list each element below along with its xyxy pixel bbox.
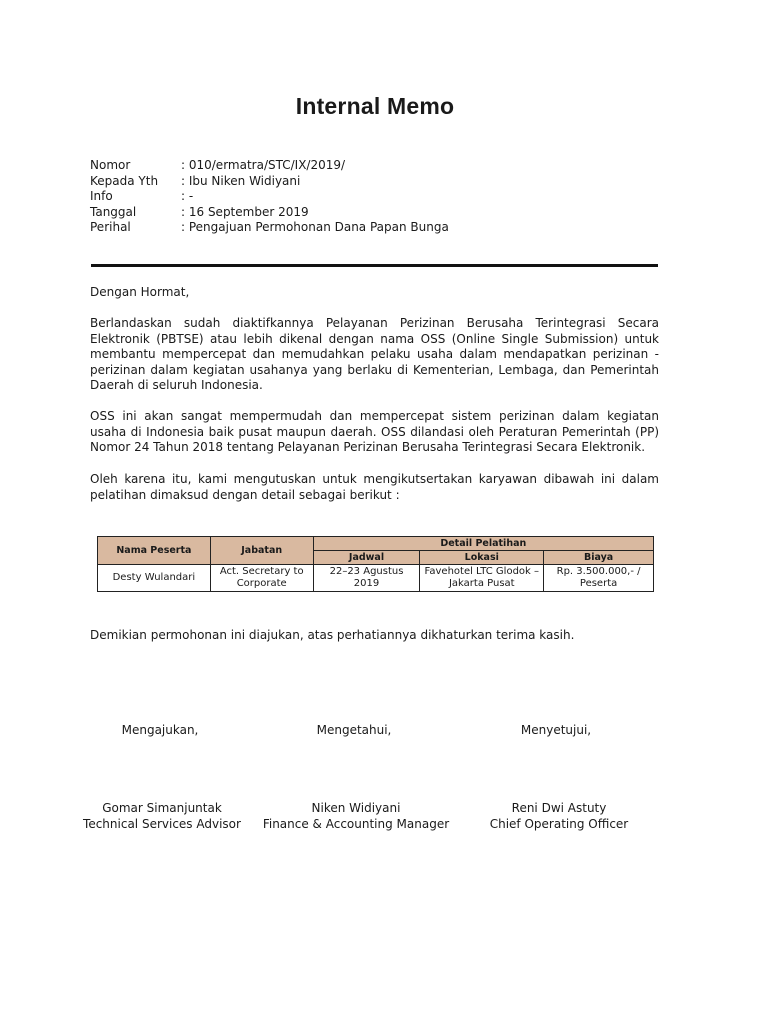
- header-nama-peserta: Nama Peserta: [98, 537, 211, 565]
- signature-block-reni: [449, 800, 669, 832]
- header-detail-pelatihan: Detail Pelatihan: [313, 537, 653, 551]
- header-label: Info: [90, 189, 113, 204]
- memo-header: [90, 158, 449, 236]
- signature-block-gomar: [52, 800, 272, 832]
- paragraph-request: Oleh karena itu, kami mengutuskan untuk mengikutsertakan karyawan dibawah ini dalam pelatihan dimaksud dengan detail sebagai berikut :: [90, 472, 659, 502]
- header-value: : -: [181, 189, 194, 204]
- paragraph-pbtse: Berlandaskan sudah diaktifkannya Pelayanan Perizinan Berusaha Terintegrasi Secara Elektronik (PBTSE) atau lebih dikenal dengan nama OSS (Online Single Submission) untuk membantu mempercepat dan memudahkan pelaku usaha dalam mendapatkan perizinan - perizinan dalam kegiatan usahanya yang berlaku di Kementerian, Lembaga, dan Pemerintah Daerah di seluruh Indonesia.: [90, 316, 659, 393]
- header-label: Nomor: [90, 158, 131, 172]
- header-lokasi: Lokasi: [420, 551, 544, 565]
- closing-text: Demikian permohonan ini diajukan, atas perhatiannya dikhaturkan terima kasih.: [90, 628, 575, 642]
- greeting: Dengan Hormat,: [90, 285, 190, 299]
- header-value: : Pengajuan Permohonan Dana Papan Bunga: [181, 220, 449, 235]
- paragraph-oss: OSS ini akan sangat mempermudah dan mempercepat sistem perizinan dalam kegiatan usaha di Indonesia baik pusat maupun daerah. OSS dilandasi oleh Peraturan Pemerintah (PP) Nomor 24 Tahun 2018 tentang Pelayanan Perizinan Berusaha Terintegrasi Secara Elektronik.: [90, 409, 659, 455]
- header-row-info: [90, 189, 449, 205]
- cell-nama: Desty Wulandari: [98, 565, 211, 592]
- signature-role-menyetujui: Menyetujui,: [520, 723, 592, 737]
- header-value: : 16 September 2019: [181, 204, 309, 219]
- signature-name: Gomar Simanjuntak: [102, 801, 222, 815]
- signature-name: Niken Widiyani: [311, 801, 401, 815]
- cell-biaya: Rp. 3.500.000,- / Peserta: [544, 565, 654, 592]
- header-jadwal: Jadwal: [313, 551, 420, 565]
- signature-block-niken: [246, 800, 466, 832]
- header-value: : Ibu Niken Widiyani: [181, 173, 301, 188]
- memo-title: Internal Memo: [295, 93, 455, 119]
- signature-title: Chief Operating Officer: [489, 817, 629, 831]
- header-row-tanggal: [90, 205, 449, 221]
- header-label: Kepada Yth: [90, 173, 159, 188]
- header-row-kepada: [90, 174, 449, 190]
- cell-jadwal: 22–23 Agustus 2019: [313, 565, 420, 592]
- cell-lokasi: Favehotel LTC Glodok – Jakarta Pusat: [420, 565, 544, 592]
- header-value: : 010/ermatra/STC/IX/2019/: [181, 158, 346, 172]
- signature-role-mengetahui: Mengetahui,: [316, 723, 392, 737]
- signature-name: Reni Dwi Astuty: [511, 801, 607, 815]
- signature-title: Finance & Accounting Manager: [262, 817, 450, 831]
- header-label: Perihal: [90, 220, 131, 235]
- header-row-nomor: [90, 158, 449, 174]
- header-jabatan: Jabatan: [210, 537, 313, 565]
- header-label: Tanggal: [90, 204, 137, 219]
- training-table: [97, 536, 654, 592]
- signature-title: Technical Services Advisor: [83, 817, 241, 831]
- cell-jabatan: Act. Secretary to Corporate: [210, 565, 313, 592]
- table-row: [98, 565, 654, 592]
- signature-role-mengajukan: Mengajukan,: [121, 723, 199, 737]
- table-header-row: [98, 537, 654, 551]
- header-row-perihal: [90, 220, 449, 236]
- header-biaya: Biaya: [544, 551, 654, 565]
- header-divider: [91, 264, 658, 267]
